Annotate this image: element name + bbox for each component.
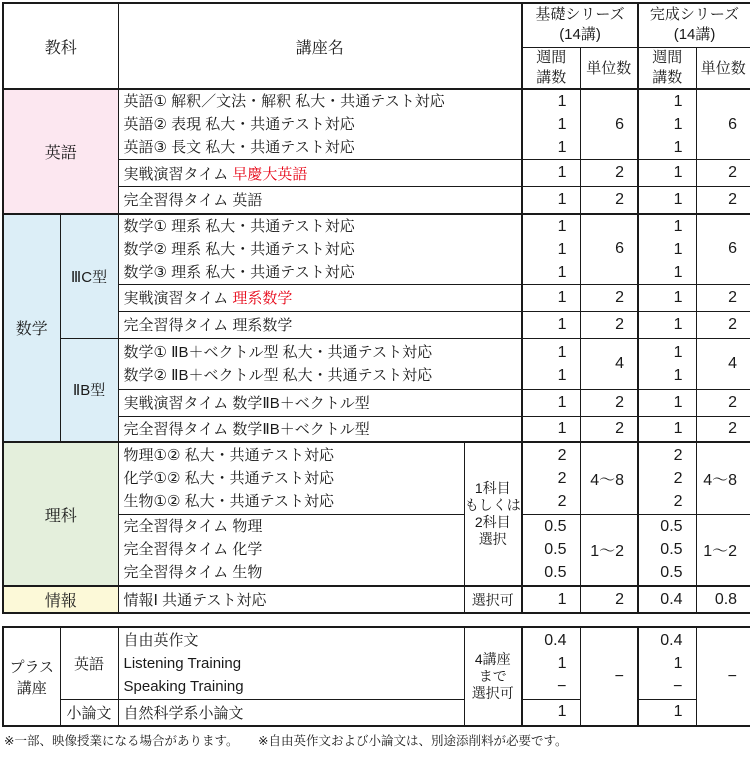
value-line: 2: [557, 469, 567, 487]
course-cell: [118, 627, 464, 699]
subject-info: 情報: [3, 586, 118, 613]
course-line: 化学①② 私大・共通テスト対応: [123, 469, 334, 487]
basic-units: 2: [580, 284, 638, 311]
basic-units: 1～2: [580, 514, 638, 586]
course-line: 数学① 理系 私大・共通テスト対応: [123, 217, 355, 235]
value-line: 1: [557, 93, 567, 110]
header-final-series: [638, 3, 750, 47]
basic-weekly: 1: [522, 699, 580, 726]
course-cell: [118, 338, 522, 389]
course-line: 数学① ⅡB＋ベクトル型 私大・共通テスト対応: [123, 343, 433, 361]
value-line: 0.5: [544, 541, 567, 559]
science-select-note: [464, 442, 522, 586]
final-units: 2: [696, 416, 750, 442]
course-cell: 完全習得タイム 理系数学: [118, 311, 522, 338]
eigo-row-1: [3, 89, 750, 160]
course-line: 数学② 理系 私大・共通テスト対応: [123, 240, 355, 258]
math-2b-row-1: [3, 338, 750, 389]
header-row-1: [3, 3, 750, 47]
basic-units: 6: [580, 89, 638, 160]
basic-weekly: 1: [522, 586, 580, 613]
course-line: 生物①② 私大・共通テスト対応: [123, 492, 334, 510]
select-line: 選択: [478, 531, 507, 547]
course-text: 実戦演習タイム: [123, 290, 233, 307]
course-cell: 自然科学系小論文: [118, 699, 464, 726]
value-line: 1: [557, 139, 567, 156]
final-weekly: [638, 627, 696, 699]
select-line: 2科目: [474, 514, 511, 530]
final-units: 6: [696, 89, 750, 160]
value-line: 0.5: [660, 518, 683, 536]
subject-science: 理科: [3, 442, 118, 586]
basic-units: 4: [580, 338, 638, 389]
final-weekly: 0.4: [638, 586, 696, 613]
final-weekly: [638, 214, 696, 285]
value-line: 1: [673, 240, 683, 258]
footnote: [2, 727, 750, 749]
info-select-note: 選択可: [464, 586, 522, 613]
header-basic-weekly: [522, 47, 580, 89]
subject-plus: [3, 627, 60, 726]
course-line: 英語② 表現 私大・共通テスト対応: [123, 116, 355, 133]
course-line: 数学③ 理系 私大・共通テスト対応: [123, 263, 355, 281]
basic-units: 2: [580, 586, 638, 613]
basic-weekly: [522, 214, 580, 285]
subject-eigo: 英語: [3, 89, 118, 214]
basic-weekly: [522, 442, 580, 514]
course-line: 数学② ⅡB＋ベクトル型 私大・共通テスト対応: [123, 366, 433, 384]
value-line: 1: [673, 217, 683, 235]
value-line: 1: [673, 116, 683, 133]
basic-units: 2: [580, 416, 638, 442]
basic-weekly: 1: [522, 416, 580, 442]
course-cell: 情報Ⅰ 共通テスト対応: [118, 586, 464, 613]
plus-select-note: [464, 627, 522, 726]
basic-weekly: 1: [522, 187, 580, 214]
basic-weekly: [522, 338, 580, 389]
course-cell: 完全習得タイム 英語: [118, 187, 522, 214]
subject-math: 数学: [3, 214, 60, 443]
final-units: 2: [696, 311, 750, 338]
value-line: 1: [557, 217, 567, 235]
value-line: 0.4: [660, 631, 683, 649]
final-weekly: 1: [638, 160, 696, 187]
basic-units: −: [580, 627, 638, 726]
course-line: Speaking Training: [123, 677, 244, 695]
series-subtitle: (14講): [559, 26, 601, 44]
value-line: 0.5: [660, 541, 683, 559]
basic-weekly: [522, 89, 580, 160]
basic-units: 6: [580, 214, 638, 285]
value-line: 0.4: [544, 631, 567, 649]
value-line: 1: [557, 263, 567, 281]
final-weekly: [638, 89, 696, 160]
plus-course-table: [2, 626, 750, 727]
basic-units: 2: [580, 160, 638, 187]
value-line: 1: [557, 366, 567, 384]
course-cell: [118, 442, 464, 514]
info-row: [3, 586, 750, 613]
footnote-1: ※一部、映像授業になる場合があります。: [4, 734, 239, 748]
final-units: 6: [696, 214, 750, 285]
value-line: 1: [557, 116, 567, 133]
final-weekly: 1: [638, 284, 696, 311]
series-title: 完成シリーズ: [649, 6, 740, 24]
final-weekly: [638, 442, 696, 514]
final-weekly: 1: [638, 187, 696, 214]
course-cell: 完全習得タイム 数学ⅡB＋ベクトル型: [118, 416, 522, 442]
value-line: 1: [557, 343, 567, 361]
final-weekly: [638, 514, 696, 586]
final-units: −: [696, 627, 750, 726]
basic-weekly: 1: [522, 160, 580, 187]
final-units: 2: [696, 389, 750, 416]
final-units: 4～8: [696, 442, 750, 514]
table-gap: [2, 614, 750, 626]
plus-row-1: [3, 627, 750, 699]
basic-weekly: [522, 627, 580, 699]
series-subtitle: (14講): [673, 26, 716, 44]
course-cell: [118, 514, 464, 586]
basic-units: 2: [580, 187, 638, 214]
value-line: 1: [673, 139, 683, 156]
course-cell: [118, 214, 522, 285]
value-line: 1: [673, 654, 683, 672]
subject-math-2b: ⅡB型: [60, 338, 118, 442]
value-line: 2: [557, 446, 567, 464]
value-line: 1: [557, 240, 567, 258]
label-line: プラス: [9, 658, 55, 676]
final-units: 4: [696, 338, 750, 389]
course-cell: [118, 284, 522, 311]
header-course-name: 講座名: [118, 3, 522, 89]
final-units: 2: [696, 187, 750, 214]
value-line: 0.5: [660, 564, 683, 582]
course-text-red: 早慶大英語: [232, 165, 308, 183]
math-3c-row-1: [3, 214, 750, 285]
basic-units: 2: [580, 389, 638, 416]
header-basic-series: [522, 3, 638, 47]
value-line: 1: [673, 93, 683, 110]
plus-row-2: [3, 699, 750, 726]
value-line: 1: [673, 343, 683, 361]
footnote-2: ※自由英作文および小論文は、別途添削料が必要です。: [257, 734, 568, 748]
value-line: −: [673, 677, 683, 695]
course-line: 完全習得タイム 物理: [123, 518, 263, 536]
select-line: 1科目: [474, 480, 511, 496]
value-line: 2: [673, 469, 683, 487]
course-text: 実戦演習タイム: [123, 165, 233, 183]
final-units: 2: [696, 284, 750, 311]
select-line: まで: [478, 668, 507, 684]
course-line: Listening Training: [123, 654, 242, 672]
select-line: 選択可: [471, 685, 514, 701]
subject-math-3c: ⅢC型: [60, 214, 118, 339]
label-line: 週間: [652, 48, 683, 66]
label-line: 講座: [16, 679, 47, 697]
value-line: 2: [673, 446, 683, 464]
final-weekly: 1: [638, 389, 696, 416]
final-weekly: [638, 338, 696, 389]
course-table: [2, 2, 750, 614]
value-line: −: [557, 677, 567, 695]
final-units: 1～2: [696, 514, 750, 586]
basic-weekly: 1: [522, 311, 580, 338]
final-weekly: 1: [638, 311, 696, 338]
final-units: 2: [696, 160, 750, 187]
course-cell: [118, 160, 522, 187]
course-cell: [118, 89, 522, 160]
basic-weekly: 1: [522, 389, 580, 416]
course-line: 完全習得タイム 化学: [123, 541, 263, 559]
value-line: 1: [557, 654, 567, 672]
course-line: 物理①② 私大・共通テスト対応: [123, 446, 334, 464]
value-line: 0.5: [544, 518, 567, 536]
label-line: 講数: [652, 68, 683, 86]
label-line: 講数: [536, 68, 567, 86]
value-line: 2: [557, 492, 567, 510]
header-final-weekly: [638, 47, 696, 89]
final-units: 0.8: [696, 586, 750, 613]
value-line: 1: [673, 366, 683, 384]
course-line: 英語① 解釈／文法・解釈 私大・共通テスト対応: [123, 93, 445, 110]
value-line: 0.5: [544, 564, 567, 582]
series-title: 基礎シリーズ: [535, 6, 625, 24]
header-final-units: 単位数: [696, 47, 750, 89]
footnote-spacer: [242, 734, 255, 748]
value-line: 2: [673, 492, 683, 510]
course-line: 完全習得タイム 生物: [123, 564, 263, 582]
basic-units: 2: [580, 311, 638, 338]
subject-plus-essay: 小論文: [60, 699, 118, 726]
subject-plus-eigo: 英語: [60, 627, 118, 699]
header-subject: 教科: [3, 3, 118, 89]
header-basic-units: 単位数: [580, 47, 638, 89]
science-row-1: [3, 442, 750, 514]
course-text-red: 理系数学: [232, 290, 293, 307]
course-line: 英語③ 長文 私大・共通テスト対応: [123, 139, 355, 156]
basic-units: 4～8: [580, 442, 638, 514]
basic-weekly: [522, 514, 580, 586]
label-line: 週間: [536, 48, 567, 66]
select-line: もしくは: [464, 497, 521, 513]
course-cell: 実戦演習タイム 数学ⅡB＋ベクトル型: [118, 389, 522, 416]
course-line: 自由英作文: [123, 631, 199, 649]
basic-weekly: 1: [522, 284, 580, 311]
final-weekly: 1: [638, 699, 696, 726]
value-line: 1: [673, 263, 683, 281]
final-weekly: 1: [638, 416, 696, 442]
select-line: 4講座: [474, 651, 511, 667]
